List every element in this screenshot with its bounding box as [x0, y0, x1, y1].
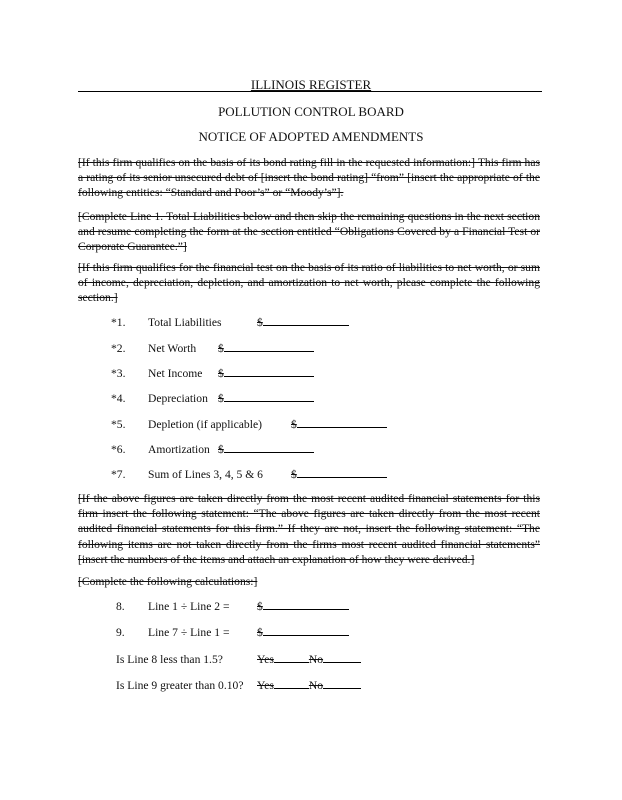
- audited-statement-paragraph: [If the above figures are taken directly from the most recent audited financial statements for this firm insert the following statement: “The above figures are taken directly from the most recent audited financial statements for this firm.” If they are not, insert the following statement: “The following items are not taken directly from the firms most recent audited financial statements” [insert the numbers of the items and attach an explanation of how they were derived.]: [78, 492, 540, 566]
- line-item: [111, 340, 314, 355]
- line-item: [111, 365, 314, 380]
- currency-sign: $: [218, 367, 224, 380]
- question-text: Is Line 8 less than 1.5?: [116, 653, 223, 666]
- complete-line-paragraph: [Complete Line 1. Total Liabilities below and then skip the remaining questions in the next section and resume completing the form at the section entitled “Obligations Covered by a Financial Test or Corporate Guarantee.”]: [78, 210, 540, 254]
- line-number: *1.: [111, 316, 126, 329]
- calc-item: [116, 598, 349, 613]
- yes-label: Yes: [257, 679, 274, 692]
- yes-blank[interactable]: [274, 677, 309, 689]
- line-label: Depletion (if applicable): [148, 418, 262, 431]
- currency-sign: $: [218, 443, 224, 456]
- amount-blank[interactable]: [224, 365, 314, 377]
- currency-sign: $: [218, 392, 224, 405]
- calc-number: 9.: [116, 626, 125, 639]
- no-blank[interactable]: [323, 677, 361, 689]
- currency-sign: $: [257, 600, 263, 613]
- currency-sign: $: [291, 468, 297, 481]
- amount-blank[interactable]: [224, 441, 314, 453]
- amount-blank[interactable]: [263, 314, 349, 326]
- line-number: *4.: [111, 392, 126, 405]
- calc-label: Line 7 ÷ Line 1 =: [148, 626, 230, 639]
- line-number: *3.: [111, 367, 126, 380]
- amount-blank[interactable]: [297, 416, 387, 428]
- line-number: *6.: [111, 443, 126, 456]
- question-item: [116, 651, 361, 666]
- question-item: [116, 677, 361, 692]
- amount-blank[interactable]: [224, 340, 314, 352]
- line-number: *2.: [111, 342, 126, 355]
- currency-sign: $: [291, 418, 297, 431]
- line-item: [111, 466, 387, 481]
- line-number: *7.: [111, 468, 126, 481]
- calc-number: 8.: [116, 600, 125, 613]
- amount-blank[interactable]: [263, 598, 349, 610]
- amount-blank[interactable]: [224, 390, 314, 402]
- calculations-heading: [Complete the following calculations:]: [78, 575, 258, 588]
- notice-title: NOTICE OF ADOPTED AMENDMENTS: [198, 129, 424, 144]
- line-label: Net Worth: [148, 342, 197, 355]
- line-item: [111, 314, 349, 329]
- line-label: Total Liabilities: [148, 316, 222, 329]
- no-blank[interactable]: [323, 651, 361, 663]
- question-text: Is Line 9 greater than 0.10?: [116, 679, 244, 692]
- line-label: Sum of Lines 3, 4, 5 & 6: [148, 468, 263, 481]
- amount-blank[interactable]: [297, 466, 387, 478]
- board-name: POLLUTION CONTROL BOARD: [218, 104, 404, 119]
- line-number: *5.: [111, 418, 126, 431]
- header-rule: [78, 91, 542, 92]
- yes-blank[interactable]: [274, 651, 309, 663]
- bond-rating-paragraph: [If this firm qualifies on the basis of its bond rating fill in the requested information:] This firm has a rating of its senior unsecured debt of [insert the bond rating] “from” [insert the appropriate of the following entities: “Standard and Poor’s” or “Moody’s”].: [78, 156, 540, 200]
- yes-label: Yes: [257, 653, 274, 666]
- amount-blank[interactable]: [263, 624, 349, 636]
- line-label: Net Income: [148, 367, 203, 380]
- currency-sign: $: [257, 626, 263, 639]
- line-label: Depreciation: [148, 392, 208, 405]
- calc-label: Line 1 ÷ Line 2 =: [148, 600, 230, 613]
- calc-item: [116, 624, 349, 639]
- financial-test-paragraph: [If this firm qualifies for the financial test on the basis of its ratio of liabilities to net worth, or sum of income, depreciation, depletion, and amortization to net worth, please complete the following section.]: [78, 261, 540, 305]
- register-title: ILLINOIS REGISTER: [250, 77, 372, 92]
- line-item: [111, 416, 387, 431]
- currency-sign: $: [257, 316, 263, 329]
- no-label: No: [308, 679, 324, 692]
- line-item: [111, 390, 314, 405]
- no-label: No: [308, 653, 324, 666]
- line-label: Amortization: [148, 443, 210, 456]
- currency-sign: $: [218, 342, 224, 355]
- line-item: [111, 441, 314, 456]
